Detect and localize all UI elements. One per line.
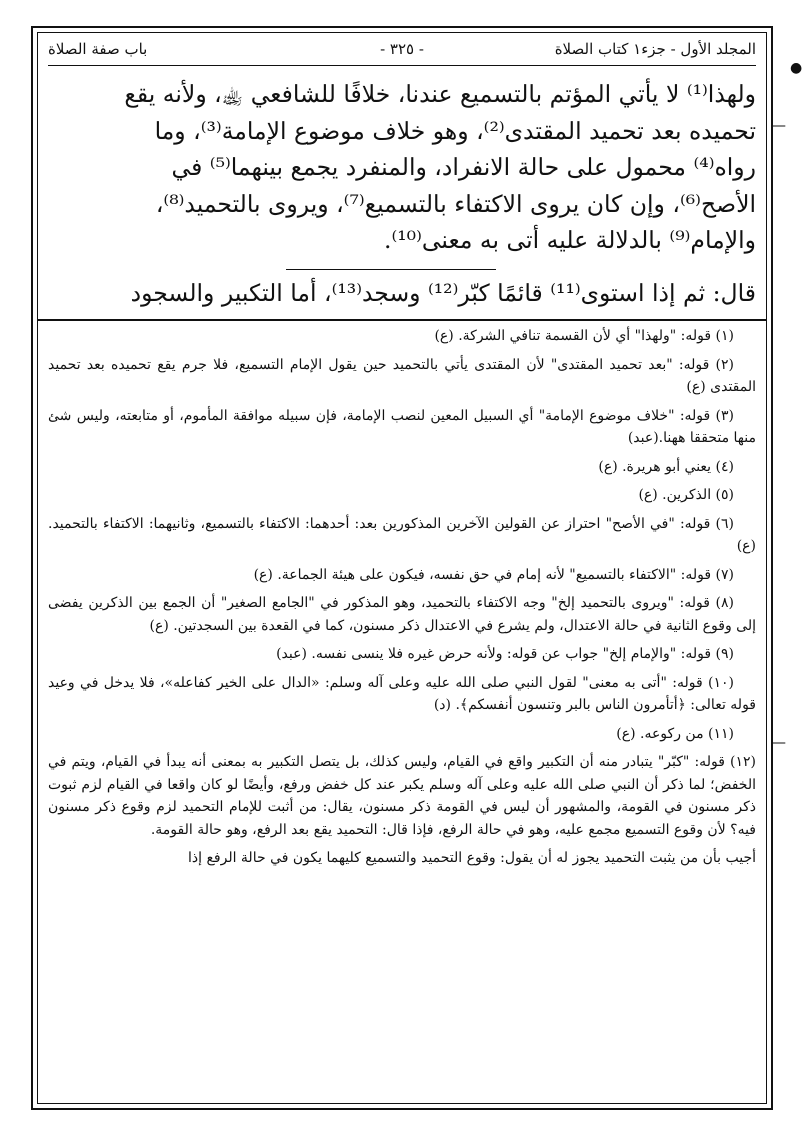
footnote: (٥) الذكرين. (ع) <box>638 487 734 503</box>
footnote: (٩) قوله: "والإمام إلخ" جواب عن قوله: ولأنه حرض غيره فلا ينسى نفسه. (عبد) <box>276 646 734 662</box>
main-text <box>48 76 756 311</box>
page-frame <box>31 26 773 1110</box>
page-number: - ٣٢٥ - <box>380 40 424 58</box>
footnote: (٧) قوله: "الاكتفاء بالتسميع" لأنه إمام في حق نفسه، فيكون على هيئة الجماعة. (ع) <box>253 566 734 583</box>
footnote: (٣) قوله: "خلاف موضوع الإمامة" أي السبيل المعين لنصب الإمامة، فإن سبيله موافقة المأموم، أو متابعته، وليس شئ منها متحققا ههنا.(عبد) <box>48 407 756 446</box>
qawl-line: قال: ثم إذا استوى⁽¹¹⁾ قائمًا كبّر⁽¹²⁾ وسجد⁽¹³⁾، أما التكبير والسجود <box>48 269 756 312</box>
margin-dot: ● <box>790 60 803 76</box>
running-header <box>48 33 756 66</box>
footnote: (٤) يعني أبو هريرة. (ع) <box>598 458 734 475</box>
header-chapter-title: باب صفة الصلاة <box>48 40 148 58</box>
footnote: (١٠) قوله: "أتى به معنى" لقول النبي صلى الله عليه وعلى آله وسلم: «الدال على الخير كفاعله»، فلا يدخل في وعيد قوله تعالى: ﴿أتأمرون الناس بالبر وتنسون أنفسكم﴾. (د) <box>48 674 756 713</box>
main-line: الأصح⁽⁶⁾، وإن كان يروى الاكتفاء بالتسميع⁽⁷⁾، ويروى بالتحميد⁽⁸⁾، <box>155 189 756 218</box>
footnote: (٦) قوله: "في الأصح" احتراز عن القولين الآخرين المذكورين بعد: أحدهما: الاكتفاء بالتسميع، وثانيهما: الاكتفاء بالتحميد. (ع) <box>48 515 756 554</box>
header-volume-title: المجلد الأول - جزء١ كتاب الصلاة <box>554 40 756 58</box>
main-line: رواه⁽⁴⁾ محمول على حالة الانفراد، والمنفرد يجمع بينهما⁽⁵⁾ في <box>171 153 756 181</box>
footnote: (٨) قوله: "ويروى بالتحميد إلخ" وجه الاكتفاء بالتحميد، وهو المذكور في "الجامع الصغير" أن الجمع بين الذكرين يفضى إلى وقوع الثانية في حالة الاعتدال، ولم يشرع في الاعتدال ذكر مسنون، كما في القعدة بين السجدتين. (ع) <box>48 595 756 634</box>
main-line: والإمام⁽⁹⁾ بالدلالة عليه أتى به معنى⁽¹⁰⁾. <box>383 226 756 254</box>
footnote: (٢) قوله: "بعد تحميد المقتدى" لأن المقتدى يأتي بالتحميد حين يقول الإمام التسميع، فلا جرم يقع تحميده بعد تحميد المقتدى (ع) <box>48 356 756 395</box>
footnote: (١) قوله: "ولهذا" أي لأن القسمة تنافي الشركة. (ع) <box>434 328 734 344</box>
footnote: (١١) من ركوعه. (ع) <box>616 725 734 742</box>
main-line: ولهذا⁽¹⁾ لا يأتي المؤتم بالتسميع عندنا، خلافًا للشافعي ﵀، ولأنه يقع <box>124 80 756 108</box>
margin-tick: — <box>772 118 786 134</box>
page <box>38 33 766 1103</box>
page-frame-inner <box>37 32 767 1104</box>
footnote: أجيب بأن من يثبت التحميد يجوز له أن يقول: وقوع التحميد والتسميع كليهما يكون في حالة الرفع إذا <box>187 850 756 866</box>
footnote: (١٢) قوله: "كبّر" يتبادر منه أن التكبير واقع في القيام، وليس كذلك، بل يتصل التكبير به بمعنى أنه يبدأ في القيام، ويتم في الخفض؛ لما ذكر أن النبي صلى الله عليه وعلى آله وسلم يكبر عند كل خفض ورفع، وأيضًا لو كان واقعا في القيام لزم ثبوت ذكر مسنون في القومة، والمشهور أن ليس في القومة ذكر مسنون، يقال: من أثبت للإمام التحميد لزم وقوع ذكر مسنون فيه؟ لأن وقوع التسميع مجمع عليه، وهو في حالة الرفع، فإذا قال: التحميد يقع بعد الرفع، وهو حالة القومة. <box>48 754 757 838</box>
main-line: تحميده بعد تحميد المقتدى⁽²⁾، وهو خلاف موضوع الإمامة⁽³⁾، وما <box>154 116 756 145</box>
margin-tick: — <box>772 735 786 751</box>
footnotes <box>48 321 756 870</box>
